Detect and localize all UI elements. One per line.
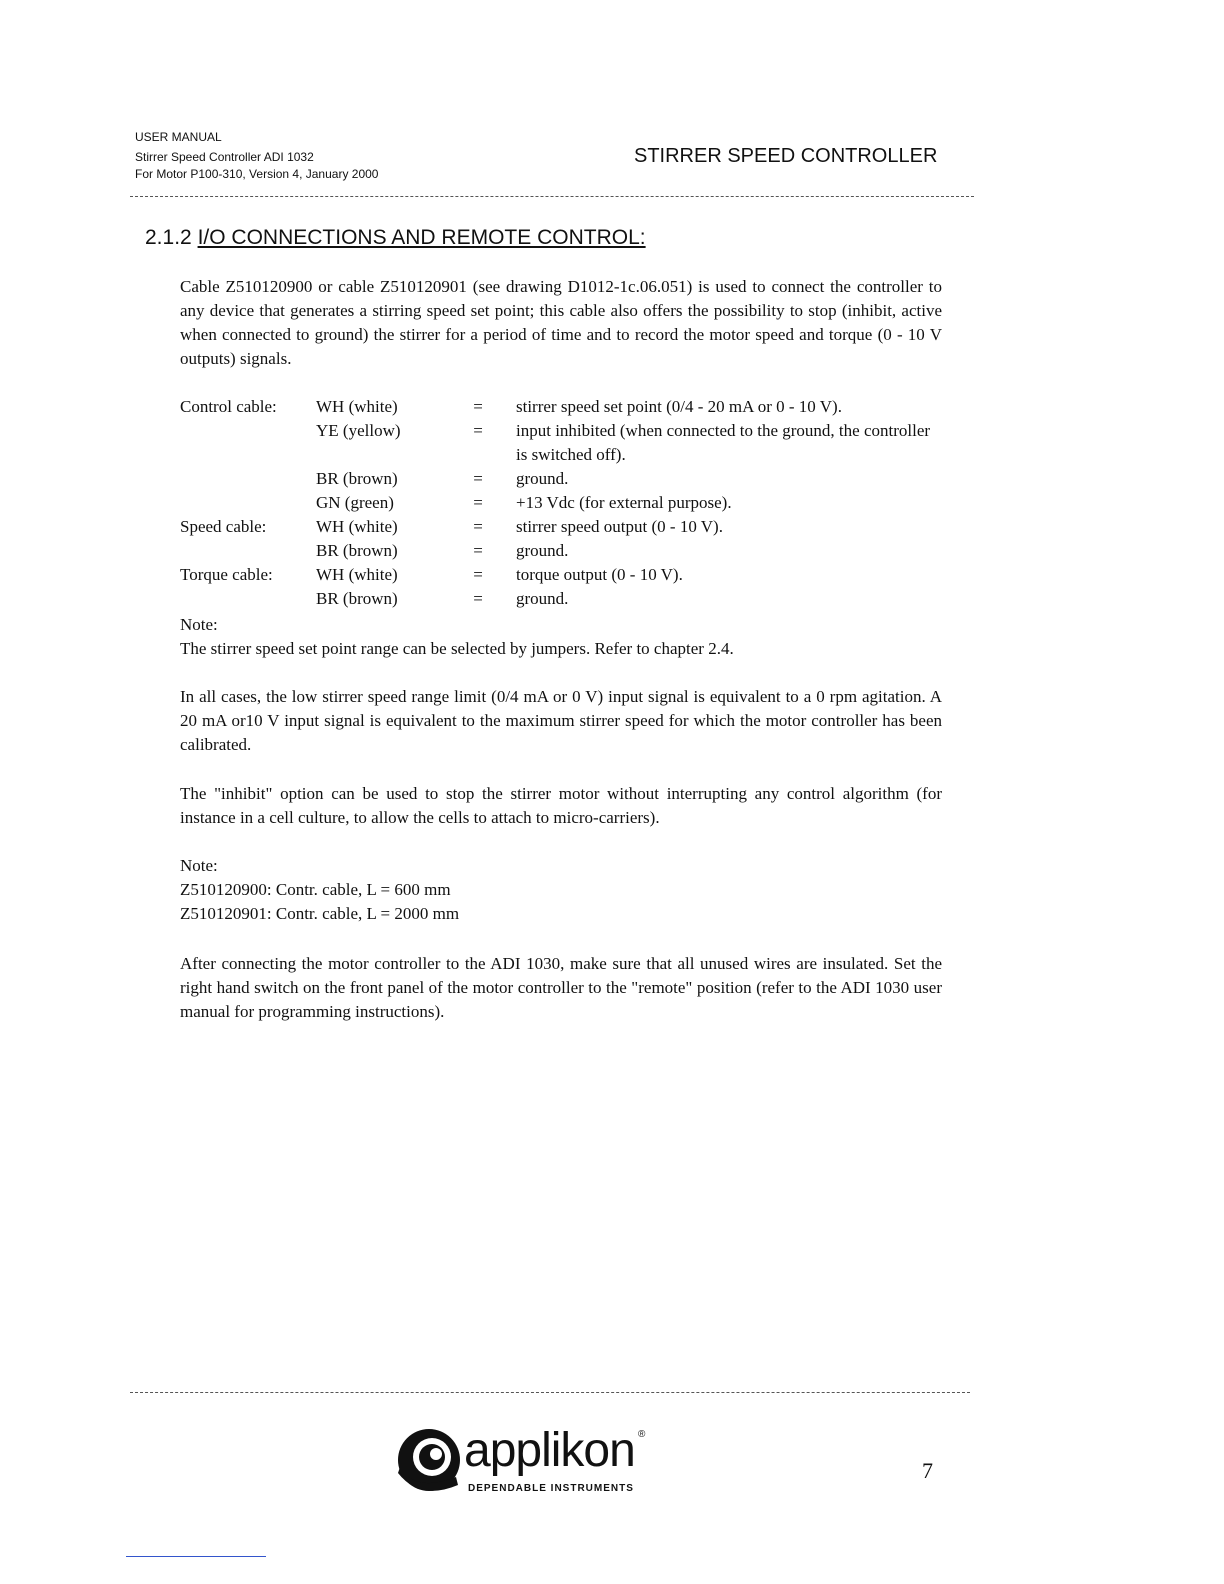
- intro-paragraph: Cable Z510120900 or cable Z510120901 (see drawing D1012-1c.06.051) is used to connect the controller to any device that generates a stirring speed set point; this cable also offers the possibility to stop (inhibit, active when connected to ground) the stirrer for a period of time and to record the motor speed and torque (0 - 10 V outputs) signals.: [180, 277, 942, 368]
- paragraph-connecting: After connecting the motor controller to the ADI 1030, make sure that all unused wires are insulated. Set the right hand switch on the front panel of the motor controller to the "remote" position (refer to the ADI 1030 user manual for programming instructions).: [180, 954, 942, 1021]
- wire-description: ground.: [516, 469, 569, 488]
- cable-row: [180, 395, 942, 419]
- cable-row: [180, 515, 942, 539]
- wire-description: ground.: [516, 589, 569, 608]
- note-2: [180, 854, 942, 926]
- note-1: [180, 613, 942, 661]
- bottom-link-line: [126, 1556, 266, 1557]
- cable-row: [180, 587, 942, 611]
- cable-name: [180, 539, 316, 563]
- wire-color: WH (white): [316, 397, 398, 416]
- note-2-line-1: Z510120900: Contr. cable, L = 600 mm: [180, 880, 451, 899]
- cable-table: [180, 395, 942, 611]
- equals-sign: =: [473, 517, 483, 536]
- logo-registered-mark: ®: [638, 1429, 646, 1440]
- cable-name: [180, 419, 316, 467]
- equals-sign: =: [473, 421, 483, 440]
- header-line-1: USER MANUAL: [135, 130, 222, 144]
- header-line-2: Stirrer Speed Controller ADI 1032: [135, 150, 314, 164]
- equals-sign: =: [473, 589, 483, 608]
- equals-sign: =: [473, 469, 483, 488]
- wire-color: GN (green): [316, 493, 394, 512]
- page-number: 7: [922, 1458, 933, 1483]
- cable-name: [180, 491, 316, 515]
- header-line-3: For Motor P100-310, Version 4, January 2000: [135, 167, 379, 181]
- header-divider: [130, 196, 974, 197]
- paragraph-inhibit: The "inhibit" option can be used to stop the stirrer motor without interrupting any control algorithm (for instance in a cell culture, to allow the cells to attach to micro-carriers).: [180, 784, 942, 827]
- cable-row: [180, 467, 942, 491]
- equals-sign: =: [473, 541, 483, 560]
- note-2-label: Note:: [180, 856, 218, 875]
- header-meta: [135, 129, 378, 183]
- section-heading: I/O CONNECTIONS AND REMOTE CONTROL:: [197, 226, 646, 249]
- applikon-logo: [396, 1425, 658, 1495]
- paragraph-range: In all cases, the low stirrer speed range limit (0/4 mA or 0 V) input signal is equivalent to a 0 rpm agitation. A 20 mA or10 V input signal is equivalent to the maximum stirrer speed for which the motor controller has been calibrated.: [180, 687, 942, 754]
- equals-sign: =: [473, 493, 483, 512]
- header-title: STIRRER SPEED CONTROLLER: [634, 145, 938, 167]
- equals-sign: =: [473, 565, 483, 584]
- equals-sign: =: [473, 397, 483, 416]
- wire-color: BR (brown): [316, 469, 398, 488]
- wire-description: +13 Vdc (for external purpose).: [516, 493, 732, 512]
- note-2-line-2: Z510120901: Contr. cable, L = 2000 mm: [180, 904, 460, 923]
- wire-color: YE (yellow): [316, 421, 401, 440]
- logo-wordmark: applikon: [464, 1424, 635, 1477]
- wire-color: BR (brown): [316, 541, 398, 560]
- applikon-swirl-icon: [396, 1427, 462, 1493]
- wire-description: stirrer speed set point (0/4 - 20 mA or 0 - 10 V).: [516, 397, 842, 416]
- wire-description: torque output (0 - 10 V).: [516, 565, 683, 584]
- cable-row: [180, 563, 942, 587]
- cable-name: Torque cable:: [180, 565, 273, 584]
- cable-name: [180, 587, 316, 611]
- section-number: 2.1.2: [145, 226, 192, 249]
- wire-description: ground.: [516, 541, 569, 560]
- wire-color: BR (brown): [316, 589, 398, 608]
- cable-name: Speed cable:: [180, 517, 267, 536]
- note-1-label: Note:: [180, 615, 218, 634]
- note-1-text: The stirrer speed set point range can be selected by jumpers. Refer to chapter 2.4.: [180, 639, 734, 658]
- cable-name: [180, 467, 316, 491]
- cable-row: [180, 539, 942, 563]
- logo-tagline: DEPENDABLE INSTRUMENTS: [468, 1483, 634, 1494]
- cable-row: [180, 419, 942, 467]
- section-title: [145, 226, 646, 250]
- cable-name: Control cable:: [180, 397, 277, 416]
- wire-description: input inhibited (when connected to the ground, the controller is switched off).: [516, 421, 931, 464]
- cable-row: [180, 491, 942, 515]
- footer-divider: [130, 1392, 970, 1393]
- wire-description: stirrer speed output (0 - 10 V).: [516, 517, 723, 536]
- wire-color: WH (white): [316, 517, 398, 536]
- wire-color: WH (white): [316, 565, 398, 584]
